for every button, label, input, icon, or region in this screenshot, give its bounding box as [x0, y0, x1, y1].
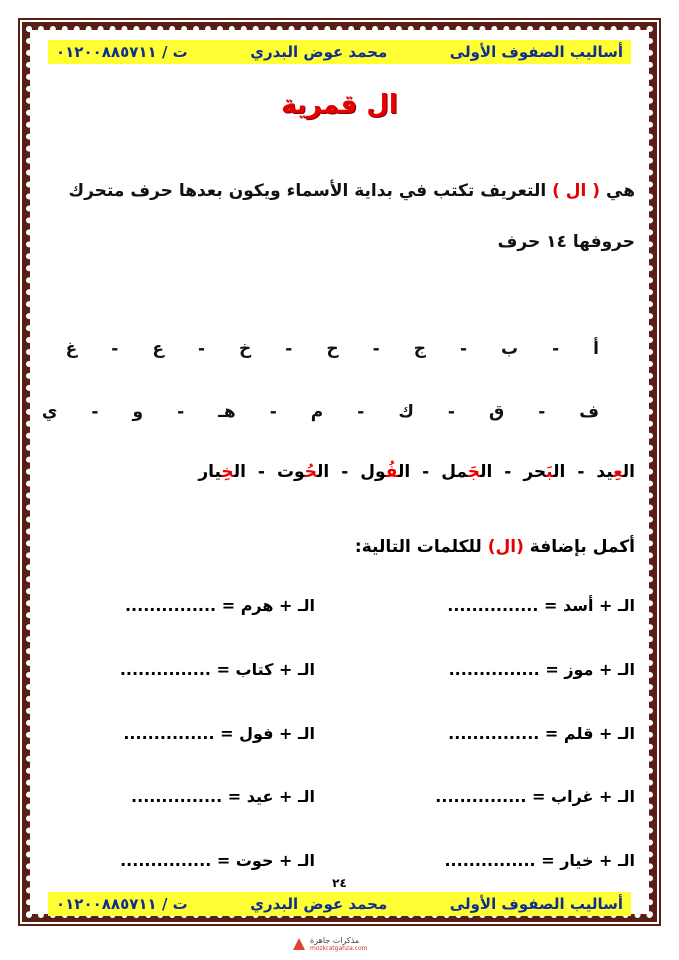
plus-sign: + [279, 596, 293, 615]
instruction-after: للكلمات التالية: [354, 537, 482, 557]
example-rest: ول [360, 462, 386, 482]
letter: م [310, 402, 324, 422]
example-separator: - [422, 462, 430, 482]
example-prefix: ال [622, 462, 635, 482]
answer-blank: ............... [124, 596, 217, 615]
letter-separator: - [357, 402, 365, 422]
definition-line [69, 181, 635, 201]
definition-prefix: هي [606, 181, 635, 201]
exercise-prefix: الـ [618, 787, 635, 806]
example-rest: يار [198, 462, 222, 482]
page-title: ال قمرية [281, 90, 398, 120]
example-rest: يد [596, 462, 614, 482]
examples-row [198, 462, 635, 482]
example-word [198, 462, 246, 482]
example-word [360, 462, 410, 482]
plus-sign: + [599, 660, 613, 679]
letters-row-2 [8, 402, 599, 422]
exercise-item-left [123, 724, 315, 743]
answer-blank: ............... [444, 851, 536, 870]
exercise-word: فول [239, 724, 274, 743]
answer-blank: ............... [447, 596, 539, 615]
definition-highlight: ( ال ) [552, 181, 601, 201]
letter: ي [41, 402, 58, 422]
letter: ج [413, 339, 426, 359]
equals-sign: = [532, 787, 546, 806]
plus-sign: + [279, 851, 293, 870]
letter-separator: - [447, 402, 455, 422]
exercise-item-right [444, 851, 635, 870]
phone-number: ت / ٠١٢٠٠٨٨٥٧١١ [56, 895, 188, 913]
example-rest: مل [441, 462, 468, 482]
exercise-prefix: الـ [298, 660, 315, 679]
equals-sign: = [220, 724, 234, 743]
equals-sign: = [541, 851, 555, 870]
exercise-prefix: الـ [298, 787, 315, 806]
header-bar [48, 40, 631, 64]
exercise-instruction [355, 537, 635, 557]
exercise-word: كتاب [235, 660, 274, 679]
example-moon-letter: خِ [221, 462, 234, 482]
course-name: أساليب الصفوف الأولى [449, 43, 623, 61]
exercise-word: حوت [235, 851, 274, 870]
exercise-prefix: الـ [618, 724, 635, 743]
logo-text: مذكرات جاهزة [310, 936, 360, 945]
letter: ق [488, 402, 505, 422]
exercise-item-left [120, 851, 315, 870]
example-prefix: ال [397, 462, 411, 482]
definition-rest: التعريف تكتب في بداية الأسماء ويكون بعدها حرف متحرك [68, 181, 547, 201]
letter: أ [593, 339, 599, 359]
letter-separator: - [372, 339, 380, 359]
example-prefix: ال [316, 462, 330, 482]
plus-sign: + [279, 660, 293, 679]
exercise-word: عيد [246, 787, 274, 806]
letter-separator: - [269, 402, 277, 422]
example-rest: وت [276, 462, 305, 482]
logo-url: mozkratgahza.com [310, 945, 368, 952]
letter-separator: - [552, 339, 560, 359]
plus-sign: + [599, 596, 613, 615]
example-prefix: ال [480, 462, 493, 482]
example-moon-letter: عِ [613, 462, 623, 482]
example-word [441, 462, 492, 482]
plus-sign: + [599, 724, 613, 743]
instruction-highlight: (ال) [487, 537, 524, 557]
example-moon-letter: حُ [304, 462, 317, 482]
teacher-name: محمد عوض البدري [250, 43, 388, 61]
exercise-word: خيار [560, 851, 594, 870]
letter-separator: - [111, 339, 119, 359]
example-prefix: ال [233, 462, 246, 482]
example-separator: - [577, 462, 585, 482]
exercise-item-right [448, 724, 635, 743]
example-separator: - [257, 462, 265, 482]
example-prefix: ال [553, 462, 566, 482]
plus-sign: + [599, 787, 613, 806]
equals-sign: = [227, 787, 242, 806]
exercise-item-left [131, 787, 315, 806]
exercise-word: غراب [551, 787, 594, 806]
letter-separator: - [285, 339, 293, 359]
answer-blank: ............... [120, 851, 212, 870]
exercise-item-left [120, 660, 315, 679]
letter-separator: - [91, 402, 99, 422]
letter-separator: - [177, 402, 185, 422]
plus-sign: + [599, 851, 613, 870]
exercise-word: موز [564, 660, 594, 679]
equals-sign: = [216, 660, 230, 679]
instruction-before: أكمل بإضافة [529, 537, 635, 557]
course-name: أساليب الصفوف الأولى [449, 895, 623, 913]
letter: ع [152, 339, 164, 359]
page-number: ٢٤ [332, 876, 347, 890]
plus-sign: + [279, 724, 293, 743]
letter: ك [398, 402, 414, 422]
exercise-item-right [435, 787, 635, 806]
answer-blank: ............... [123, 724, 215, 743]
letter: ح [326, 339, 339, 359]
footer-bar [48, 892, 631, 916]
exercise-prefix: الـ [298, 596, 315, 615]
exercise-item-right [449, 660, 635, 679]
letter-separator: - [538, 402, 546, 422]
exercise-prefix: الـ [618, 596, 635, 615]
answer-blank: ............... [448, 660, 540, 679]
example-separator: - [341, 462, 349, 482]
exercise-word: أسد [563, 596, 594, 615]
letter: ف [579, 402, 599, 422]
phone-number: ت / ٠١٢٠٠٨٨٥٧١١ [56, 43, 188, 61]
example-moon-letter: جَ [467, 462, 481, 482]
example-word [523, 462, 565, 482]
answer-blank: ............... [448, 724, 540, 743]
letter: خ [239, 339, 252, 359]
equals-sign: = [544, 724, 559, 743]
exercise-prefix: الـ [618, 660, 635, 679]
exercise-word: هرم [240, 596, 274, 615]
example-moon-letter: فُ [385, 462, 398, 482]
equals-sign: = [221, 596, 236, 615]
letter-separator: - [197, 339, 206, 359]
plus-sign: + [279, 787, 293, 806]
exercise-prefix: الـ [298, 851, 315, 870]
letter: هـ [218, 402, 236, 422]
teacher-name: محمد عوض البدري [250, 895, 388, 913]
example-word [596, 462, 635, 482]
exercise-word: قلم [563, 724, 594, 743]
letter: غ [65, 339, 78, 359]
exercise-prefix: الـ [298, 724, 315, 743]
exercise-item-left [125, 596, 315, 615]
example-moon-letter: بَ [546, 462, 554, 482]
letter: و [132, 402, 144, 422]
equals-sign: = [545, 660, 559, 679]
answer-blank: ............... [435, 787, 527, 806]
site-logo [292, 936, 367, 952]
example-separator: - [504, 462, 512, 482]
letter: ب [501, 339, 519, 359]
answer-blank: ............... [131, 787, 223, 806]
exercise-prefix: الـ [618, 851, 635, 870]
equals-sign: = [216, 851, 231, 870]
equals-sign: = [544, 596, 558, 615]
example-word [277, 462, 329, 482]
exercise-item-right [447, 596, 635, 615]
answer-blank: ............... [119, 660, 211, 679]
letters-row-1 [32, 339, 599, 359]
logo-icon [292, 937, 306, 951]
example-rest: حر [523, 462, 547, 482]
letter-count: حروفها ١٤ حرف [497, 232, 635, 252]
letter-separator: - [459, 339, 468, 359]
